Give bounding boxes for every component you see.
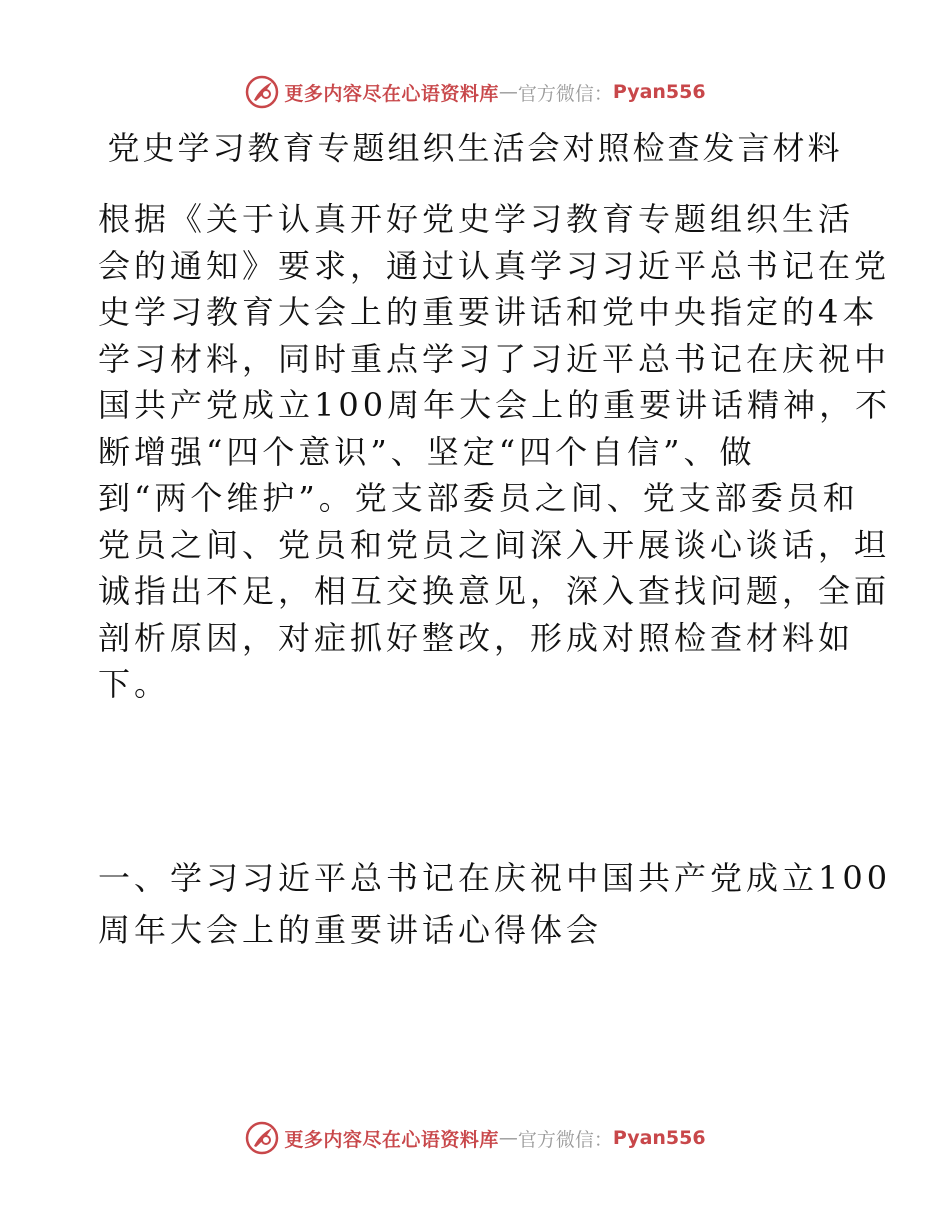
quill-logo-icon (244, 74, 280, 110)
watermark-site-text: 更多内容尽在心语资料库 (284, 1128, 499, 1151)
paragraph-line: 学习材料，同时重点学习了习近平总书记在庆祝中 (98, 339, 891, 378)
paragraph-line: 诚指出不足，相互交换意见，深入查找问题，全面 (98, 572, 891, 610)
footer-watermark (0, 1118, 950, 1158)
paragraph-line: 国共产党成立100周年大会上的重要讲话精神，不 (98, 386, 892, 424)
section-heading (98, 852, 892, 956)
watermark-separator: — (498, 1127, 518, 1149)
watermark-wechat-id: Pyan556 (612, 81, 706, 103)
paragraph-line: 党员之间、党员和党员之间深入开展谈心谈话，坦 (98, 525, 891, 564)
paragraph-line: 剖析原因，对症抓好整改，形成对照检查材料如 (98, 618, 855, 657)
header-watermark (0, 72, 950, 112)
watermark-site-text: 更多内容尽在心语资料库 (284, 82, 499, 105)
watermark-separator: — (498, 81, 518, 103)
paragraph-line: 会的通知》要求，通过认真学习习近平总书记在党 (98, 246, 891, 285)
paragraph-line: 到“两个维护”。党支部委员之间、党支部委员和 (98, 479, 859, 517)
section-heading-line: 一、学习习近平总书记在庆祝中国共产党成立100 (98, 859, 892, 897)
document-title: 党史学习教育专题组织生活会对照检查发言材料 (107, 129, 843, 167)
paragraph-line: 下。 (98, 665, 171, 703)
watermark-wechat-label: 官方微信： (517, 82, 613, 105)
quill-logo-icon (244, 1120, 280, 1156)
watermark-wechat-label: 官方微信： (517, 1128, 613, 1151)
paragraph-line: 断增强“四个意识”、坚定“四个自信”、做 (98, 432, 756, 471)
watermark-wechat-id: Pyan556 (612, 1127, 706, 1149)
section-heading-line: 周年大会上的重要讲话心得体会 (98, 911, 603, 949)
paragraph-line: 史学习教育大会上的重要讲话和党中央指定的4本 (98, 293, 879, 331)
intro-paragraph (98, 196, 892, 708)
paragraph-line: 根据《关于认真开好党史学习教育专题组织生活 (98, 200, 855, 238)
